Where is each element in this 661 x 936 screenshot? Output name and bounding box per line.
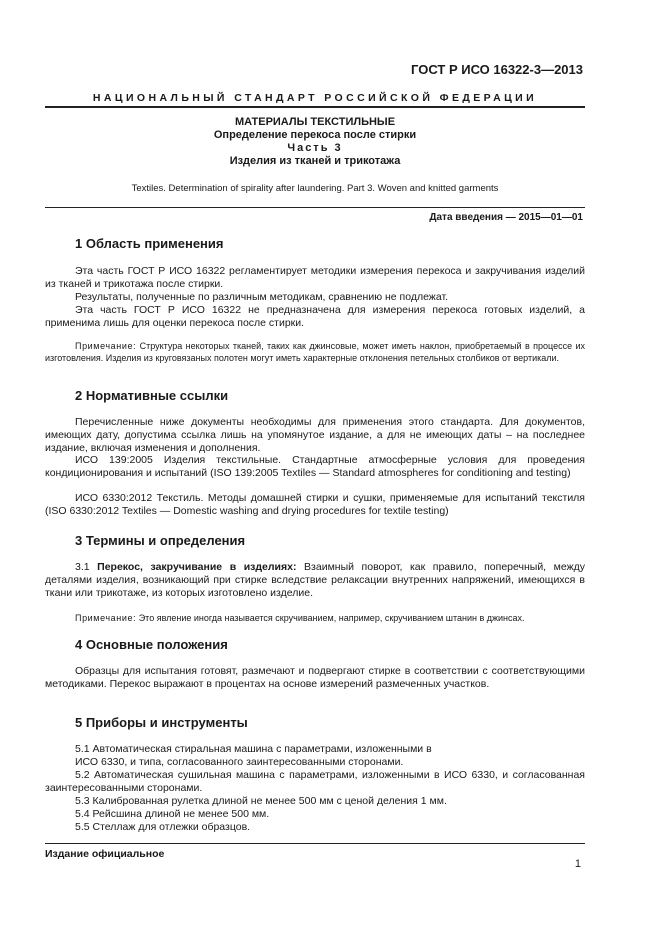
term-definition: [45, 561, 585, 601]
note-text: Структура некоторых тканей, таких как джинсовые, может иметь наклон, приобретаемый в процессе их изготовления. Изделия из круговязаных полотен могут иметь характерные отклонения петельных столбиков от вертикали.: [45, 341, 585, 363]
section-1-heading: 1 Область применения: [75, 236, 224, 251]
document-code: ГОСТ Р ИСО 16322-3—2013: [411, 62, 583, 77]
section-1-paragraph-1: Эта часть ГОСТ Р ИСО 16322 регламентирует методики измерения перекоса и закручивания изделий из тканей и трикотажа после стирки.: [45, 265, 585, 291]
section-5-heading: 5 Приборы и инструменты: [75, 715, 248, 730]
title-block: [45, 116, 585, 168]
section-2-paragraph-3: ИСО 6330:2012 Текстиль. Методы домашней стирки и сушки, применяемые для испытаний текстиля (ISO 6330:2012 Textiles — Domestic washing and drying procedures for textile testing): [45, 492, 585, 518]
section-5-item-2: 5.2 Автоматическая сушильная машина с параметрами, изложенными в ИСО 6330, и согласованная заинтересованными сторонами.: [45, 769, 585, 795]
section-5-item-5: 5.5 Стеллаж для отлежки образцов.: [75, 821, 251, 833]
section-2-paragraph-2: ИСО 139:2005 Изделия текстильные. Стандартные атмосферные условия для проведения кондиционирования и испытаний (ISO 139:2005 Textiles — Standard atmospheres for conditioning and testing): [45, 454, 585, 480]
title-line-2: Определение перекоса после стирки: [213, 129, 417, 141]
title-divider: [45, 207, 585, 208]
title-line-1: МАТЕРИАЛЫ ТЕКСТИЛЬНЫЕ: [234, 116, 396, 128]
note-label: Примечание:: [75, 341, 137, 351]
section-4-paragraph-1: Образцы для испытания готовят, размечают и подвергают стирке в соответствии с соответствующими методиками. Перекос выражают в процентах на основе измерений размеченных участков.: [45, 665, 585, 691]
section-5-item-3: 5.3 Калиброванная рулетка длиной не менее 500 мм с ценой деления 1 мм.: [75, 795, 447, 807]
footer-divider: [45, 843, 585, 844]
effective-date: Дата введения — 2015—01—01: [429, 212, 583, 223]
term-text: Взаимный поворот, как правило, поперечный, между деталями изделия, возникающий при стирке вследствие релаксации внутренних напряжений, имеющихся в ткани или трикотаже, из которых изготовлено изделие.: [45, 561, 585, 600]
edition-label: Издание официальное: [45, 848, 165, 860]
section-4-heading: 4 Основные положения: [75, 637, 228, 652]
title-line-4: Изделия из тканей и трикотажа: [229, 155, 401, 167]
page-number: 1: [574, 858, 581, 870]
section-1-paragraph-2: Результаты, полученные по различным методикам, сравнению не подлежат.: [75, 291, 449, 303]
section-5-item-1a: 5.1 Автоматическая стиральная машина с параметрами, изложенными в: [75, 743, 432, 755]
term-name: Перекос, закручивание в изделиях:: [97, 561, 297, 573]
section-2-paragraph-1: Перечисленные ниже документы необходимы для применения этого стандарта. Для документов, имеющих дату, допустима ссылка лишь на упомянутое издание, а для не имеющих даты – на последнее издание, включая изменения и дополнения.: [45, 416, 585, 455]
section-3-note: [45, 613, 585, 625]
section-5-item-4: 5.4 Рейсшина длиной не менее 500 мм.: [75, 808, 270, 820]
section-3-heading: 3 Термины и определения: [75, 533, 246, 548]
english-title: Textiles. Determination of spirality after laundering. Part 3. Woven and knitted garments: [131, 183, 499, 194]
standard-banner: НАЦИОНАЛЬНЫЙ СТАНДАРТ РОССИЙСКОЙ ФЕДЕРАЦИИ: [92, 92, 538, 104]
term-number: 3.1: [75, 561, 98, 573]
section-1-paragraph-3: Эта часть ГОСТ Р ИСО 16322 не предназначена для измерения перекоса готовых изделий, а применима лишь для оценки перекоса после стирки.: [45, 304, 585, 330]
note-label: Примечание:: [75, 613, 137, 623]
section-5-item-1b: ИСО 6330, и типа, согласованного заинтересованными сторонами.: [75, 756, 404, 768]
title-part: Часть 3: [287, 142, 343, 154]
section-1-note: [45, 341, 585, 364]
section-2-heading: 2 Нормативные ссылки: [75, 388, 229, 403]
note-text: Это явление иногда называется скручиванием, например, скручиванием штанин в джинсах.: [136, 613, 525, 623]
banner-divider: [45, 106, 585, 108]
